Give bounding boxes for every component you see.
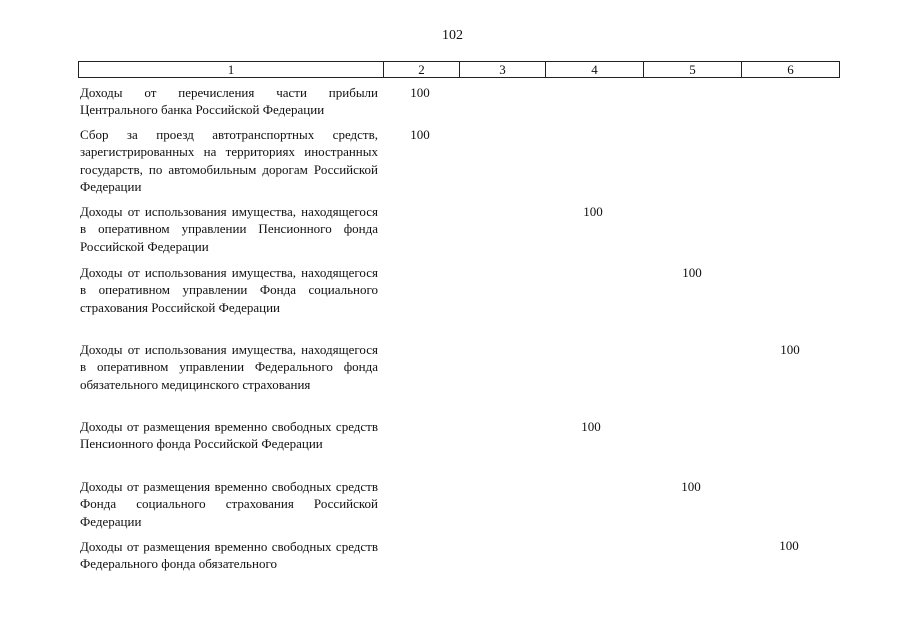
row-description: Доходы от размещения временно свободных средств Пенсионного фонда Российской Федерации xyxy=(80,419,378,452)
row-description: Доходы от размещения временно свободных средств Федерального фонда обязательного xyxy=(80,539,378,572)
column-header-6: 6 xyxy=(741,62,839,77)
row-value: 100 xyxy=(681,479,701,494)
row-description: Доходы от использования имущества, находящегося в оперативном управлении Пенсионного фонда Российской Федерации xyxy=(80,204,378,254)
row-value: 100 xyxy=(410,85,430,100)
row-description: Сбор за проезд автотранспортных средств, зарегистрированных на территориях иностранных государств, по автомобильным дорогам Российской Федерации xyxy=(80,127,378,194)
row-description: Доходы от использования имущества, находящегося в оперативном управлении Федерального фонда обязательного медицинского страхования xyxy=(80,342,378,392)
row-description: Доходы от перечисления части прибыли Центрального банка Российской Федерации xyxy=(80,85,378,118)
column-header-3: 3 xyxy=(459,62,545,77)
column-header-2: 2 xyxy=(383,62,459,77)
row-description: Доходы от использования имущества, находящегося в оперативном управлении Фонда социального страхования Российской Федерации xyxy=(80,265,378,315)
row-value: 100 xyxy=(581,419,601,434)
column-header-5: 5 xyxy=(643,62,741,77)
row-value: 100 xyxy=(780,342,800,357)
table-header-row xyxy=(78,61,840,78)
column-header-4: 4 xyxy=(545,62,643,77)
row-value: 100 xyxy=(779,538,799,553)
row-value: 100 xyxy=(410,127,430,142)
row-value: 100 xyxy=(682,265,702,280)
row-value: 100 xyxy=(583,204,603,219)
page-number: 102 xyxy=(442,28,463,43)
row-description: Доходы от размещения временно свободных средств Фонда социального страхования Российской Федерации xyxy=(80,479,378,529)
column-header-1: 1 xyxy=(227,62,235,77)
